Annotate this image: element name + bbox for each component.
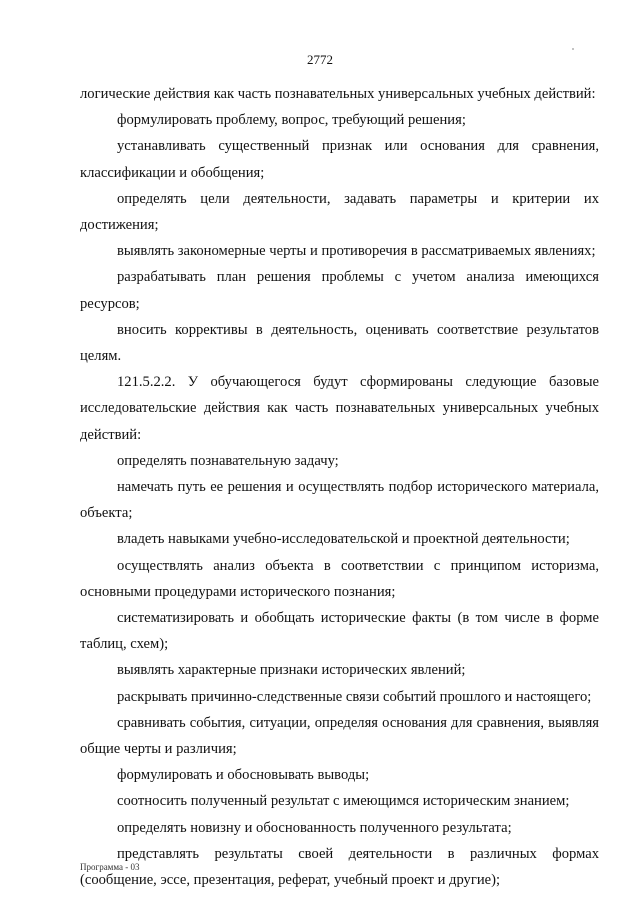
paragraph-16: сравнивать события, ситуации, определяя основания для сравнения, выявляя общие черты и различия; <box>80 714 599 758</box>
paragraph-17: формулировать и обосновывать выводы; <box>117 767 370 784</box>
paragraph-11: владеть навыками учебно-исследовательской и проектной деятельности; <box>117 531 570 548</box>
document-body <box>80 81 599 893</box>
paragraph-12: осуществлять анализ объекта в соответствии с принципом историзма, основными процедурами исторического познания; <box>80 557 599 600</box>
paragraph-20: представлять результаты своей деятельности в различных формах (сообщение, эссе, презентация, реферат, учебный проект и другие); <box>80 845 599 889</box>
scan-speck <box>572 48 574 50</box>
footer-note: Программа - 03 <box>80 862 140 872</box>
paragraph-5: выявлять закономерные черты и противоречия в рассматриваемых явлениях; <box>117 243 596 260</box>
paragraph-9: определять познавательную задачу; <box>117 452 339 469</box>
paragraph-3: устанавливать существенный признак или основания для сравнения, классификации и обобщения; <box>80 138 599 181</box>
paragraph-8: 121.5.2.2. У обучающегося будут сформированы следующие базовые исследовательские действия как часть познавательных универсальных учебных действий: <box>80 374 599 443</box>
paragraph-18: соотносить полученный результат с имеющимся историческим знанием; <box>117 793 570 810</box>
page-number: 2772 <box>307 52 333 67</box>
paragraph-14: выявлять характерные признаки исторических явлений; <box>117 662 466 679</box>
paragraph-15: раскрывать причинно-следственные связи событий прошлого и настоящего; <box>117 688 592 705</box>
paragraph-19: определять новизну и обоснованность полученного результата; <box>117 819 512 836</box>
paragraph-6: разрабатывать план решения проблемы с учетом анализа имеющихся ресурсов; <box>80 269 599 312</box>
paragraph-7: вносить коррективы в деятельность, оценивать соответствие результатов целям. <box>80 321 599 365</box>
paragraph-2: формулировать проблему, вопрос, требующий решения; <box>117 112 466 129</box>
paragraph-4: определять цели деятельности, задавать параметры и критерии их достижения; <box>80 190 599 234</box>
paragraph-13: систематизировать и обобщать исторические факты (в том числе в форме таблиц, схем); <box>80 610 599 653</box>
paragraph-1: логические действия как часть познавательных универсальных учебных действий: <box>80 86 596 102</box>
paragraph-10: намечать путь ее решения и осуществлять подбор исторического материала, объекта; <box>80 479 599 522</box>
